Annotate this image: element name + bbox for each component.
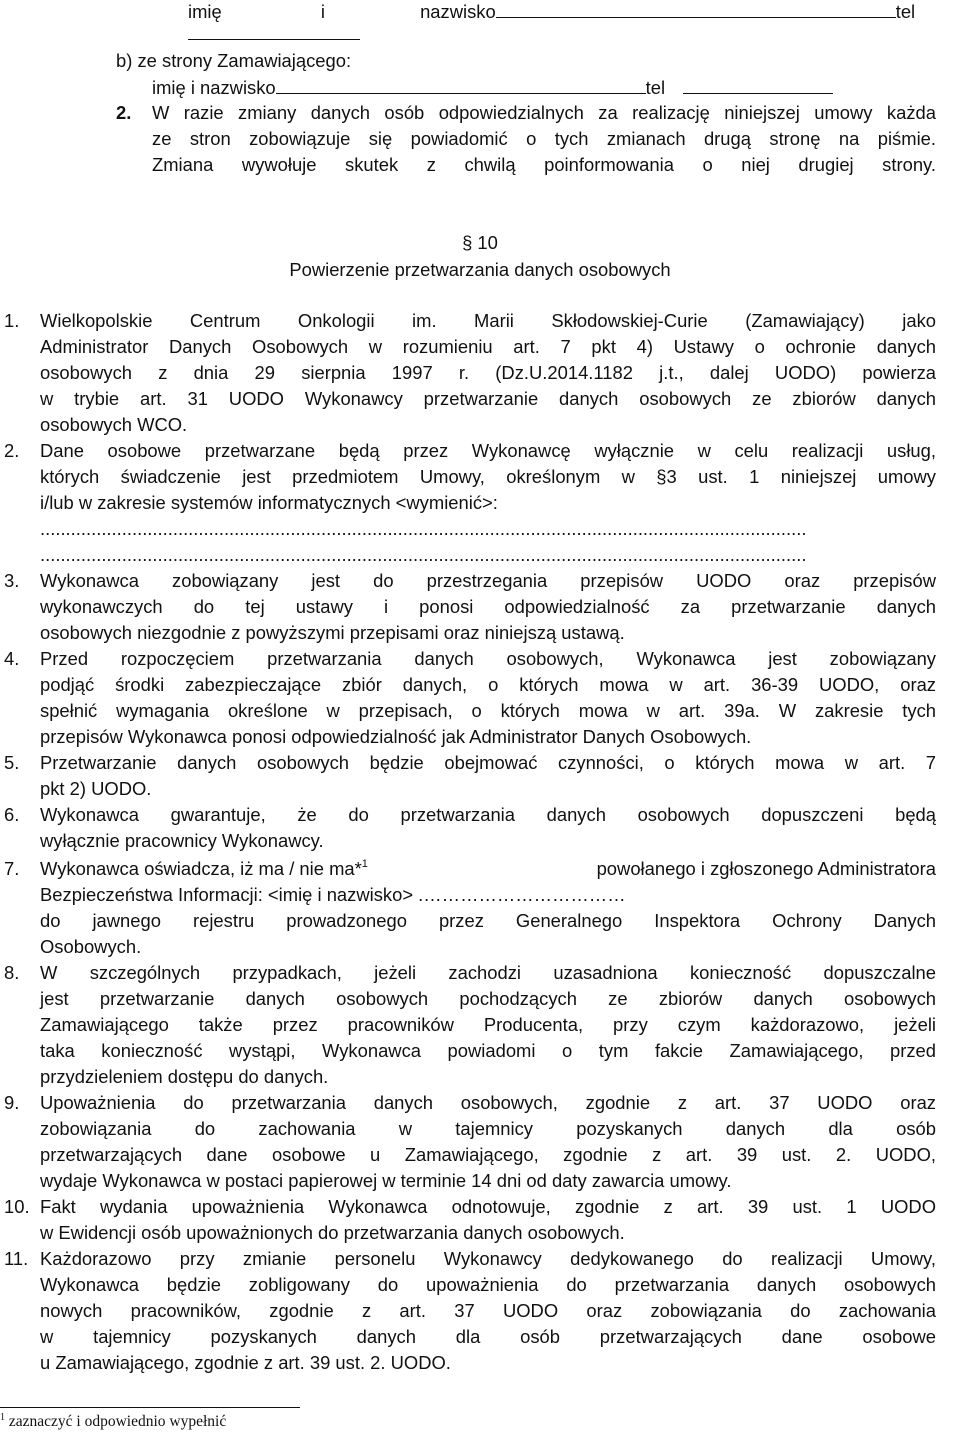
item-4-line: Przed rozpoczęciem przetwarzania danych osobowych, Wykonawca jest zobowiązany (40, 648, 936, 669)
section-title: Powierzenie przetwarzania danych osobowych (289, 259, 671, 280)
label-imie: imię (188, 1, 222, 22)
item-7-number: 7. (4, 858, 20, 879)
item-7-line: Osobowych. (40, 936, 142, 957)
item-5-number: 5. (4, 752, 20, 773)
item-4-line: przepisów Wykonawca ponosi odpowiedzialność jak Administrator Danych Osobowych. (40, 726, 752, 747)
item-6-number: 6. (4, 804, 20, 825)
b-contact-line (152, 76, 833, 99)
item-9-line: przetwarzających dane osobowe u Zamawiającego, zgodnie z art. 39 ust. 2. UODO, (40, 1144, 936, 1165)
item-8-line: Zamawiającego także przez pracowników Producenta, przy czym każdorazowo, jeżeli (40, 1014, 936, 1035)
tel-blank-line (188, 22, 360, 45)
p2-line: ze stron zobowiązuje się powiadomić o tych zmianach drugą stronę na piśmie. (152, 128, 936, 149)
item-11-line: u Zamawiającego, zgodnie z art. 39 ust. 2. UODO. (40, 1352, 451, 1373)
item-11-line: Wykonawca będzie zobligowany do upoważnienia do przetwarzania danych osobowych (40, 1274, 936, 1295)
item-6-line: Wykonawca gwarantuje, że do przetwarzania danych osobowych dopuszczeni będą (40, 804, 936, 825)
footnote-separator (0, 1407, 300, 1408)
b-heading: b) ze strony Zamawiającego: (116, 50, 352, 71)
item-9-line: zobowiązania do zachowania w tajemnicy pozyskanych danych dla osób (40, 1118, 936, 1139)
section-number: § 10 (462, 232, 498, 253)
footnote-marker: 1 (0, 1412, 5, 1423)
item-3-line: osobowych niezgodnie z powyższymi przepisami oraz niniejszą ustawą. (40, 622, 625, 643)
item-8-number: 8. (4, 962, 20, 983)
item-2-number: 2. (4, 440, 20, 461)
item-3-line: Wykonawca zobowiązany jest do przestrzegania przepisów UODO oraz przepisów (40, 570, 936, 591)
item-8-line: jest przetwarzanie danych osobowych pochodzących ze zbiorów danych osobowych (40, 988, 936, 1009)
b-tel-blank (683, 76, 833, 94)
b-name-blank (276, 76, 646, 94)
item-11-line: nowych pracowników, zgodnie z art. 37 UODO oraz zobowiązania do zachowania (40, 1300, 936, 1321)
item-1-line: osobowych WCO. (40, 414, 188, 435)
item-9-number: 9. (4, 1092, 20, 1113)
footnote (0, 1412, 226, 1434)
name-blank (496, 0, 896, 18)
item-8-line: przydzieleniem dostępu do danych. (40, 1066, 329, 1087)
item-10-line: Fakt wydania upoważnienia Wykonawca odnotowuje, zgodnie z art. 39 ust. 1 UODO (40, 1196, 936, 1217)
item-4-line: spełnić wymagania określone w przepisach, o których mowa w art. 39a. W zakresie tych (40, 700, 936, 721)
item-1-line: Wielkopolskie Centrum Onkologii im. Marii Skłodowskiej-Curie (Zamawiający) jako (40, 310, 936, 331)
dots-line: ...................................................................................................................................................... (40, 544, 807, 565)
item-7-line: do jawnego rejestru prowadzonego przez Generalnego Inspektora Ochrony Danych (40, 910, 936, 931)
label-i: i (320, 1, 325, 22)
item-10-line: w Ewidencji osób upoważnionych do przetwarzania danych osobowych. (40, 1222, 625, 1243)
item-3-number: 3. (4, 570, 20, 591)
item-5-line: pkt 2) UODO. (40, 778, 152, 799)
label-tel: tel (895, 1, 916, 22)
footnote-text: zaznaczyć i odpowiednio wypełnić (8, 1413, 227, 1430)
item-8-line: W szczególnych przypadkach, jeżeli zachodzi uzasadniona konieczność dopuszczalne (40, 962, 936, 983)
item-7-line: Bezpieczeństwa Informacji: <imię i nazwisko> .…………………………… (40, 884, 626, 905)
item-3-line: wykonawczych do tej ustawy i ponosi odpowiedzialność za przetwarzanie danych (40, 596, 936, 617)
item-1-line: osobowych z dnia 29 sierpnia 1997 r. (Dz.U.2014.1182 j.t., dalej UODO) powierza (40, 362, 936, 383)
item-7-footnote-ref: 1 (361, 858, 368, 870)
tel-blank (188, 22, 360, 40)
p2-line: Zmiana wywołuje skutek z chwilą poinformowania o niej drugiej strony. (152, 154, 936, 175)
item-5-line: Przetwarzanie danych osobowych będzie obejmować czynności, o których mowa w art. 7 (40, 752, 936, 773)
item-7-line (40, 858, 936, 883)
label-nazwisko: nazwisko (420, 1, 496, 22)
p2-number: 2. (116, 102, 132, 123)
b-name-label: imię i nazwisko (152, 77, 276, 98)
p2-line: W razie zmiany danych osób odpowiedzialnych za realizację niniejszej umowy każda (152, 102, 936, 123)
contact-line-a (188, 0, 915, 23)
item-8-line: taka konieczność wystąpi, Wykonawca powiadomi o tym fakcie Zamawiającego, przed (40, 1040, 936, 1061)
item-1-line: Administrator Danych Osobowych w rozumieniu art. 7 pkt 4) Ustawy o ochronie danych (40, 336, 936, 357)
item-11-line: w tajemnicy pozyskanych danych dla osób przetwarzających dane osobowe (40, 1326, 936, 1347)
item-11-number: 11. (4, 1248, 29, 1269)
item-4-line: podjąć środki zabezpieczające zbiór danych, o których mowa w art. 36-39 UODO, oraz (40, 674, 936, 695)
item-9-line: wydaje Wykonawca w postaci papierowej w terminie 14 dni od daty zawarcia umowy. (40, 1170, 732, 1191)
dots-line: ...................................................................................................................................................... (40, 518, 807, 539)
item-2-line: Dane osobowe przetwarzane będą przez Wykonawcę wyłącznie w celu realizacji usług, (40, 440, 936, 461)
item-6-line: wyłącznie pracownicy Wykonawcy. (40, 830, 324, 851)
item-11-line: Każdorazowo przy zmianie personelu Wykonawcy dedykowanego do realizacji Umowy, (40, 1248, 936, 1269)
item-2-line: których świadczenie jest przedmiotem Umowy, określonym w §3 ust. 1 niniejszej umowy (40, 466, 936, 487)
item-4-number: 4. (4, 648, 20, 669)
item-2-line: i/lub w zakresie systemów informatycznych <wymienić>: (40, 492, 498, 513)
item-1-line: w trybie art. 31 UODO Wykonawcy przetwarzanie danych osobowych ze zbiorów danych (40, 388, 936, 409)
item-9-line: Upoważnienia do przetwarzania danych osobowych, zgodnie z art. 37 UODO oraz (40, 1092, 936, 1113)
item-1-number: 1. (4, 310, 20, 331)
item-7-line-rest: powołanego i zgłoszonego Administratora (596, 858, 936, 879)
item-7-line-start: Wykonawca oświadcza, iż ma / nie ma* (40, 858, 362, 879)
item-10-number: 10. (4, 1196, 30, 1217)
b-tel-label: tel (645, 77, 666, 98)
